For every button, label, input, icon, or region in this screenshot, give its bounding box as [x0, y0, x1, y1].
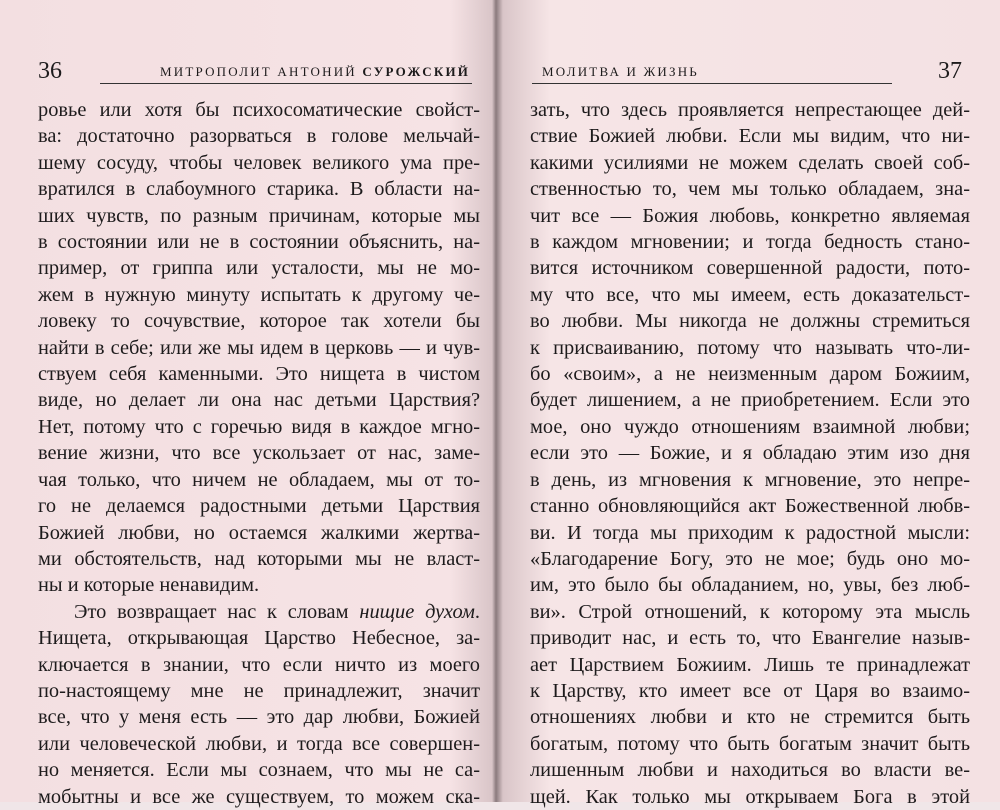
- text-line: приводит нас, и есть то, что Евангелие назыв-: [530, 627, 970, 650]
- text-line: в каждом мгновении; и тогда бедность стано-: [530, 231, 970, 254]
- text-line: ственностью то, чем мы только обладаем, зна-: [530, 178, 970, 201]
- text-line: ва: достаточно разорваться в голове мельчай-: [38, 125, 480, 148]
- text-line: ает Царствием Божиим. Лишь те принадлежат: [530, 653, 970, 676]
- text-line: но меняется. Если мы сознаем, что мы не са-: [38, 759, 480, 782]
- text-line: во любви. Мы никогда не должны стремиться: [530, 310, 970, 333]
- text-line: ровье или хотя бы психосоматические свойст-: [38, 99, 480, 121]
- header-rule: [532, 83, 892, 84]
- text-line: Нищета, открывающая Царство Небесное, за-: [38, 627, 480, 650]
- text-line: зать, что здесь проявляется непрестающее дей-: [530, 99, 970, 121]
- text-line: к присваиванию, потому что называть что-ли-: [530, 336, 970, 359]
- running-head: [160, 64, 470, 80]
- text-line: отношениях любви и кто не стремится быть: [530, 706, 970, 729]
- text-line: в состоянии или не в состоянии объяснить, на-: [38, 231, 480, 254]
- text-line: пример, от гриппа или усталости, мы не мо-: [38, 257, 480, 280]
- running-head-author: МИТРОПОЛИТ АНТОНИЙ: [160, 64, 363, 79]
- text-line: ми обстоятельств, над которыми мы не власт-: [38, 547, 480, 570]
- text-line: будет лишением, а не приобретением. Если это: [530, 389, 970, 412]
- text-line: Божией любви, но остаемся жалкими жертва-: [38, 521, 480, 544]
- text-line: вение жизни, что все ускользает от нас, заме-: [38, 442, 480, 465]
- text-line: или человеческой любви, и тогда все совершен-: [38, 732, 480, 755]
- text-line: ны и которые ненавидим.: [38, 574, 260, 597]
- body-text: [38, 97, 480, 810]
- text-line: жем в нужную минуту испытать к другому че-: [38, 283, 480, 306]
- text-line: если это — Божие, и я обладаю этим изо дня: [530, 442, 970, 465]
- text-line: богатым, потому что быть богатым значит быть: [530, 732, 970, 755]
- text-line: шему сосуду, чтобы человек великого ума пре-: [38, 151, 480, 174]
- text-line: ствуем себя каменными. Это нищета в чистом: [38, 363, 480, 386]
- running-head-author-bold: СУРОЖСКИЙ: [362, 64, 471, 79]
- text-line: мое, оно чуждо отношениям взаимной любви;: [530, 415, 970, 438]
- text-line: бо «своим», а не неизменным даром Божиим,: [530, 363, 970, 386]
- text-line: мобытны и все же существуем, то можем ска-: [38, 785, 480, 808]
- text-line: в день, из мгновения к мгновение, это непре-: [530, 468, 970, 491]
- text-run: Это возвращает нас к словам: [74, 600, 360, 623]
- text-line: виде, но делает ли она нас детьми Царствия?: [38, 389, 480, 412]
- page-number: 36: [38, 58, 62, 84]
- text-line: [38, 599, 480, 625]
- text-line: лишенным любви и находиться во власти ве-: [530, 759, 970, 782]
- text-line: им, это было бы обладанием, но, увы, без люб-: [530, 574, 970, 597]
- text-line: щей. Как только мы открываем Бога в этой: [530, 785, 970, 808]
- text-line: ловеку то сочувствие, которое так хотели бы: [38, 310, 480, 333]
- text-line: по-настоящему мне не принадлежит, значит: [38, 679, 480, 702]
- text-line: чит все — Божия любовь, конкретно являемая: [530, 204, 970, 227]
- body-text: [530, 97, 970, 810]
- text-line: го не делаемся радостными детьми Царствия: [38, 495, 480, 518]
- text-line: все, что у меня есть — это дар любви, Божией: [38, 706, 480, 729]
- text-line: ви». Строй отношений, к которому эта мысль: [530, 600, 970, 623]
- text-line: вится источником совершенной радости, пото-: [530, 257, 970, 280]
- text-run: .: [474, 600, 480, 623]
- text-line: ших чувств, по разным причинам, которые мы: [38, 204, 480, 227]
- text-line: ви. И тогда мы приходим к радостной мысли:: [530, 521, 970, 544]
- left-page: [0, 0, 496, 808]
- text-line: ключается в знании, что если ничто из моего: [38, 653, 480, 676]
- running-head: МОЛИТВА И ЖИЗНЬ: [542, 64, 699, 79]
- page-number: 37: [938, 58, 962, 84]
- right-page: [502, 0, 1000, 808]
- text-line: Нет, потому что с горечью видя в каждое мгно-: [38, 415, 480, 438]
- text-line: какими усилиями не можем сделать своей соб-: [530, 151, 970, 174]
- text-line: к Царству, кто имеет все от Царя во взаимо-: [530, 679, 970, 702]
- text-line: станно обновляющийся акт Божественной любв-: [530, 495, 970, 518]
- text-line: ствие Божией любви. Если мы видим, что ни-: [530, 125, 970, 148]
- text-line: чая только, что ничем не обладаем, мы от то-: [38, 468, 480, 491]
- text-line: вратился в слабоумного старика. В области на-: [38, 178, 480, 201]
- header-rule: [100, 83, 472, 84]
- text-line: найти в себе; или же мы идем в церковь — и чув-: [38, 336, 480, 359]
- italic-phrase: нищие духом: [359, 600, 475, 623]
- text-line: «Благодарение Богу, это не мое; будь оно мо-: [530, 547, 970, 570]
- text-line: му что все, что мы имеем, есть доказательст-: [530, 283, 970, 306]
